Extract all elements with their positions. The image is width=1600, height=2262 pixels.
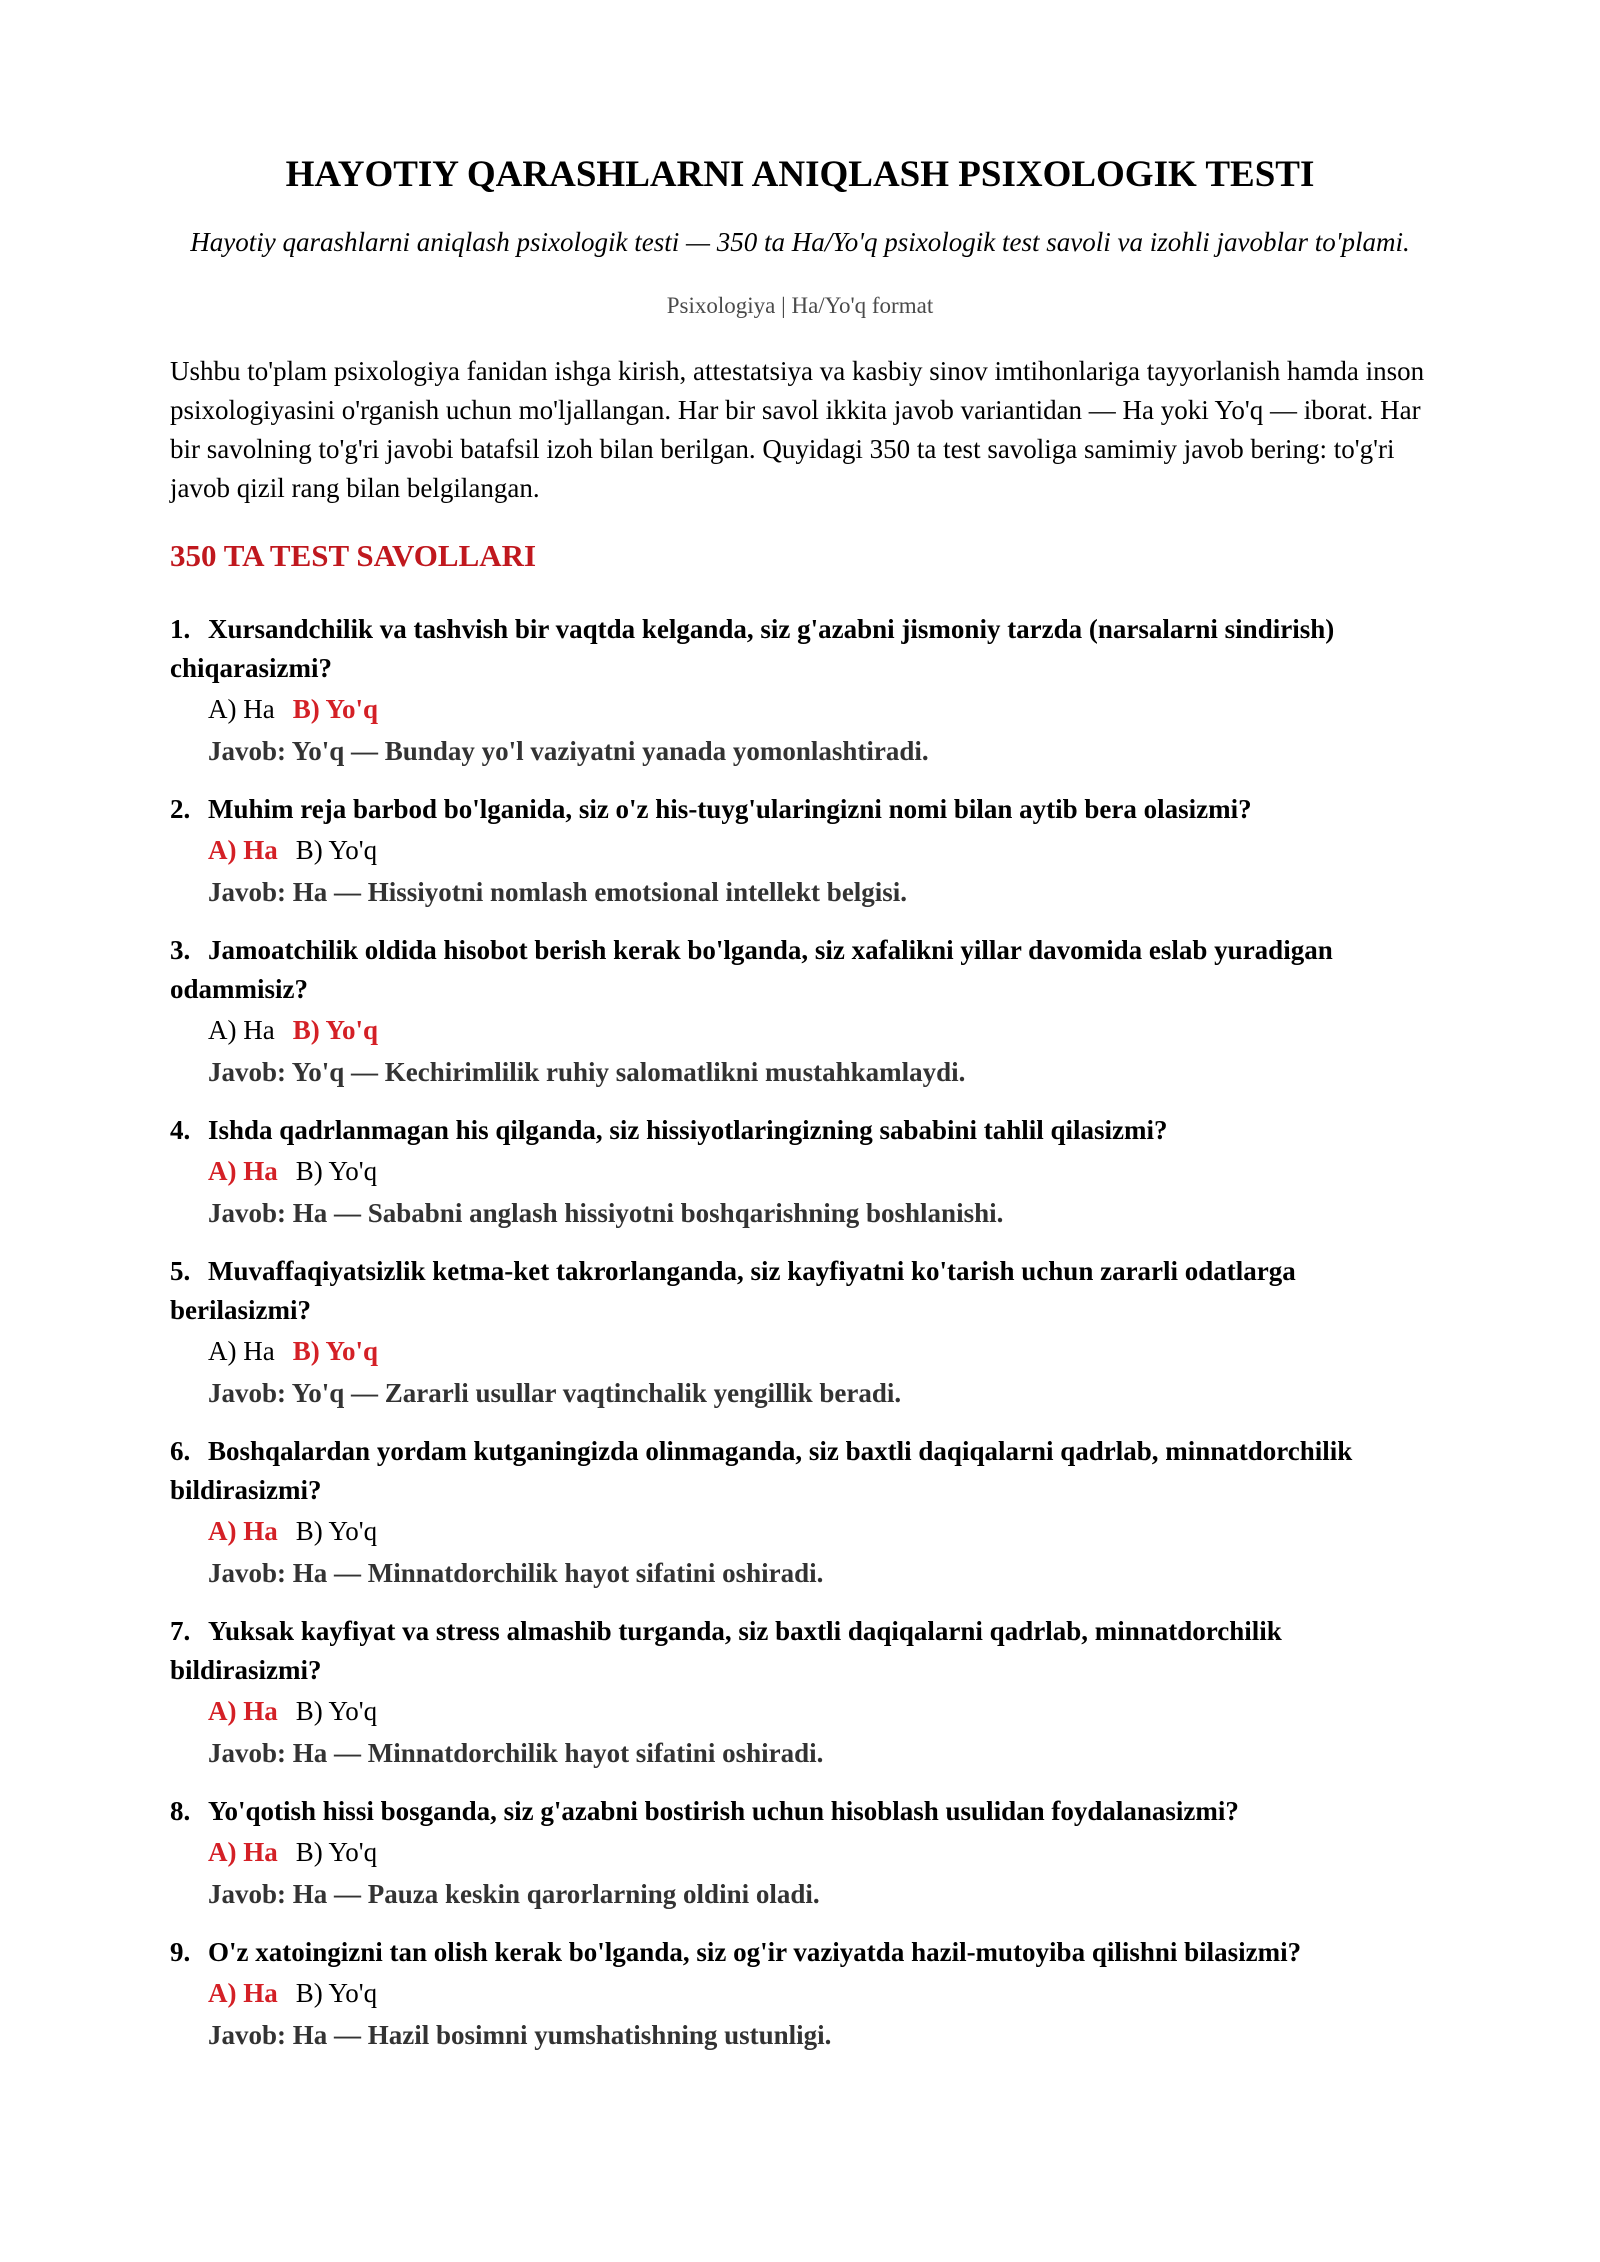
question-text	[170, 1252, 1430, 1330]
question-item	[170, 610, 1430, 772]
question-text	[170, 1111, 1430, 1150]
option-a: A) Ha	[208, 1696, 278, 1726]
question-label: Yo'qotish hissi bosganda, siz g'azabni bostirish uchun hisoblash usulidan foydalanasizmi?	[208, 1796, 1239, 1826]
intro-paragraph: Ushbu to'plam psixologiya fanidan ishga kirish, attestatsiya va kasbiy sinov imtihonlariga tayyorlanish hamda inson psixologiyasini o'rganish uchun mo'ljallangan. Har bir savol ikkita javob variantidan — Ha yoki Yo'q — iborat. Har bir savolning to'g'ri javobi batafsil izoh bilan berilgan. Quyidagi 350 ta test savoliga samimiy javob bering: to'g'ri javob qizil rang bilan belgilangan.	[170, 356, 1425, 503]
option-b: B) Yo'q	[292, 694, 379, 724]
answer-options	[170, 1150, 1430, 1193]
option-b: B) Yo'q	[295, 835, 378, 865]
answer-explanation: Javob: Ha — Minnatdorchilik hayot sifatini oshiradi.	[208, 1738, 824, 1768]
option-a: A) Ha	[208, 1015, 275, 1045]
option-a: A) Ha	[208, 694, 275, 724]
option-b: B) Yo'q	[292, 1336, 379, 1366]
question-label: Yuksak kayfiyat va stress almashib turganda, siz baxtli daqiqalarni qadrlab, minnatdorchilik bildirasizmi?	[170, 1616, 1282, 1685]
option-a: A) Ha	[208, 1837, 278, 1867]
option-a: A) Ha	[208, 1978, 278, 2008]
answer-explanation: Javob: Ha — Pauza keskin qarorlarning oldini oladi.	[208, 1879, 820, 1909]
answer-options	[170, 1831, 1430, 1874]
question-text	[170, 610, 1430, 688]
option-b: B) Yo'q	[292, 1015, 379, 1045]
question-number: 1.	[170, 614, 191, 644]
option-a: A) Ha	[208, 1336, 275, 1366]
option-b: B) Yo'q	[295, 1696, 378, 1726]
answer-explanation: Javob: Ha — Sababni anglash hissiyotni boshqarishning boshlanishi.	[208, 1198, 1004, 1228]
answer-options	[170, 1009, 1430, 1052]
question-item	[170, 1612, 1430, 1774]
question-text	[170, 790, 1430, 829]
answer-options	[170, 1972, 1430, 2015]
question-label: Ishda qadrlanmagan his qilganda, siz hissiyotlaringizning sababini tahlil qilasizmi?	[208, 1115, 1168, 1145]
question-text	[170, 1432, 1430, 1510]
question-number: 4.	[170, 1115, 191, 1145]
question-label: Xursandchilik va tashvish bir vaqtda kelganda, siz g'azabni jismoniy tarzda (narsalarni sindirish) chiqarasizmi?	[170, 614, 1335, 683]
answer-options	[170, 688, 1430, 731]
answer-explanation: Javob: Yo'q — Bunday yo'l vaziyatni yanada yomonlashtiradi.	[208, 736, 929, 766]
question-item	[170, 1432, 1430, 1594]
question-item	[170, 1111, 1430, 1234]
question-label: Jamoatchilik oldida hisobot berish kerak bo'lganda, siz xafalikni yillar davomida eslab yuradigan odammisiz?	[170, 935, 1333, 1004]
option-a: A) Ha	[208, 1156, 278, 1186]
question-label: Boshqalardan yordam kutganingizda olinmaganda, siz baxtli daqiqalarni qadrlab, minnatdorchilik bildirasizmi?	[170, 1436, 1353, 1505]
answer-options	[170, 829, 1430, 872]
answer-options	[170, 1330, 1430, 1373]
answer-options	[170, 1690, 1430, 1733]
option-b: B) Yo'q	[295, 1156, 378, 1186]
question-number: 6.	[170, 1436, 191, 1466]
question-number: 2.	[170, 794, 191, 824]
option-b: B) Yo'q	[295, 1837, 378, 1867]
question-item	[170, 1252, 1430, 1414]
question-item	[170, 1933, 1430, 2056]
question-text	[170, 1612, 1430, 1690]
answer-explanation: Javob: Ha — Minnatdorchilik hayot sifatini oshiradi.	[208, 1558, 824, 1588]
document-title: HAYOTIY QARASHLARNI ANIQLASH PSIXOLOGIK TESTI	[285, 154, 1315, 195]
question-label: Muvaffaqiyatsizlik ketma-ket takrorlanganda, siz kayfiyatni ko'tarish uchun zararli odatlarga berilasizmi?	[170, 1256, 1296, 1325]
question-item	[170, 1792, 1430, 1915]
option-b: B) Yo'q	[295, 1516, 378, 1546]
section-heading: 350 TA TEST SAVOLLARI	[170, 538, 537, 573]
question-item	[170, 790, 1430, 913]
question-number: 8.	[170, 1796, 191, 1826]
question-number: 5.	[170, 1256, 191, 1286]
document-subtitle: Hayotiy qarashlarni aniqlash psixologik testi — 350 ta Ha/Yo'q psixologik test savoli va izohli javoblar to'plami.	[190, 227, 1410, 257]
option-a: A) Ha	[208, 1516, 278, 1546]
document-meta: Psixologiya | Ha/Yo'q format	[666, 293, 934, 318]
question-number: 7.	[170, 1616, 191, 1646]
option-b: B) Yo'q	[295, 1978, 378, 2008]
question-label: Muhim reja barbod bo'lganida, siz o'z his-tuyg'ularingizni nomi bilan aytib bera olasizmi?	[208, 794, 1252, 824]
answer-options	[170, 1510, 1430, 1553]
option-a: A) Ha	[208, 835, 278, 865]
question-item	[170, 931, 1430, 1093]
question-list	[170, 610, 1430, 2056]
question-number: 3.	[170, 935, 191, 965]
question-number: 9.	[170, 1937, 191, 1967]
question-label: O'z xatoingizni tan olish kerak bo'lganda, siz og'ir vaziyatda hazil-mutoyiba qilishni bilasizmi?	[208, 1937, 1302, 1967]
answer-explanation: Javob: Ha — Hissiyotni nomlash emotsional intellekt belgisi.	[208, 877, 908, 907]
answer-explanation: Javob: Ha — Hazil bosimni yumshatishning ustunligi.	[208, 2020, 832, 2050]
question-text	[170, 1933, 1430, 1972]
question-text	[170, 1792, 1430, 1831]
answer-explanation: Javob: Yo'q — Kechirimlilik ruhiy salomatlikni mustahkamlaydi.	[208, 1057, 966, 1087]
question-text	[170, 931, 1430, 1009]
answer-explanation: Javob: Yo'q — Zararli usullar vaqtinchalik yengillik beradi.	[208, 1378, 902, 1408]
